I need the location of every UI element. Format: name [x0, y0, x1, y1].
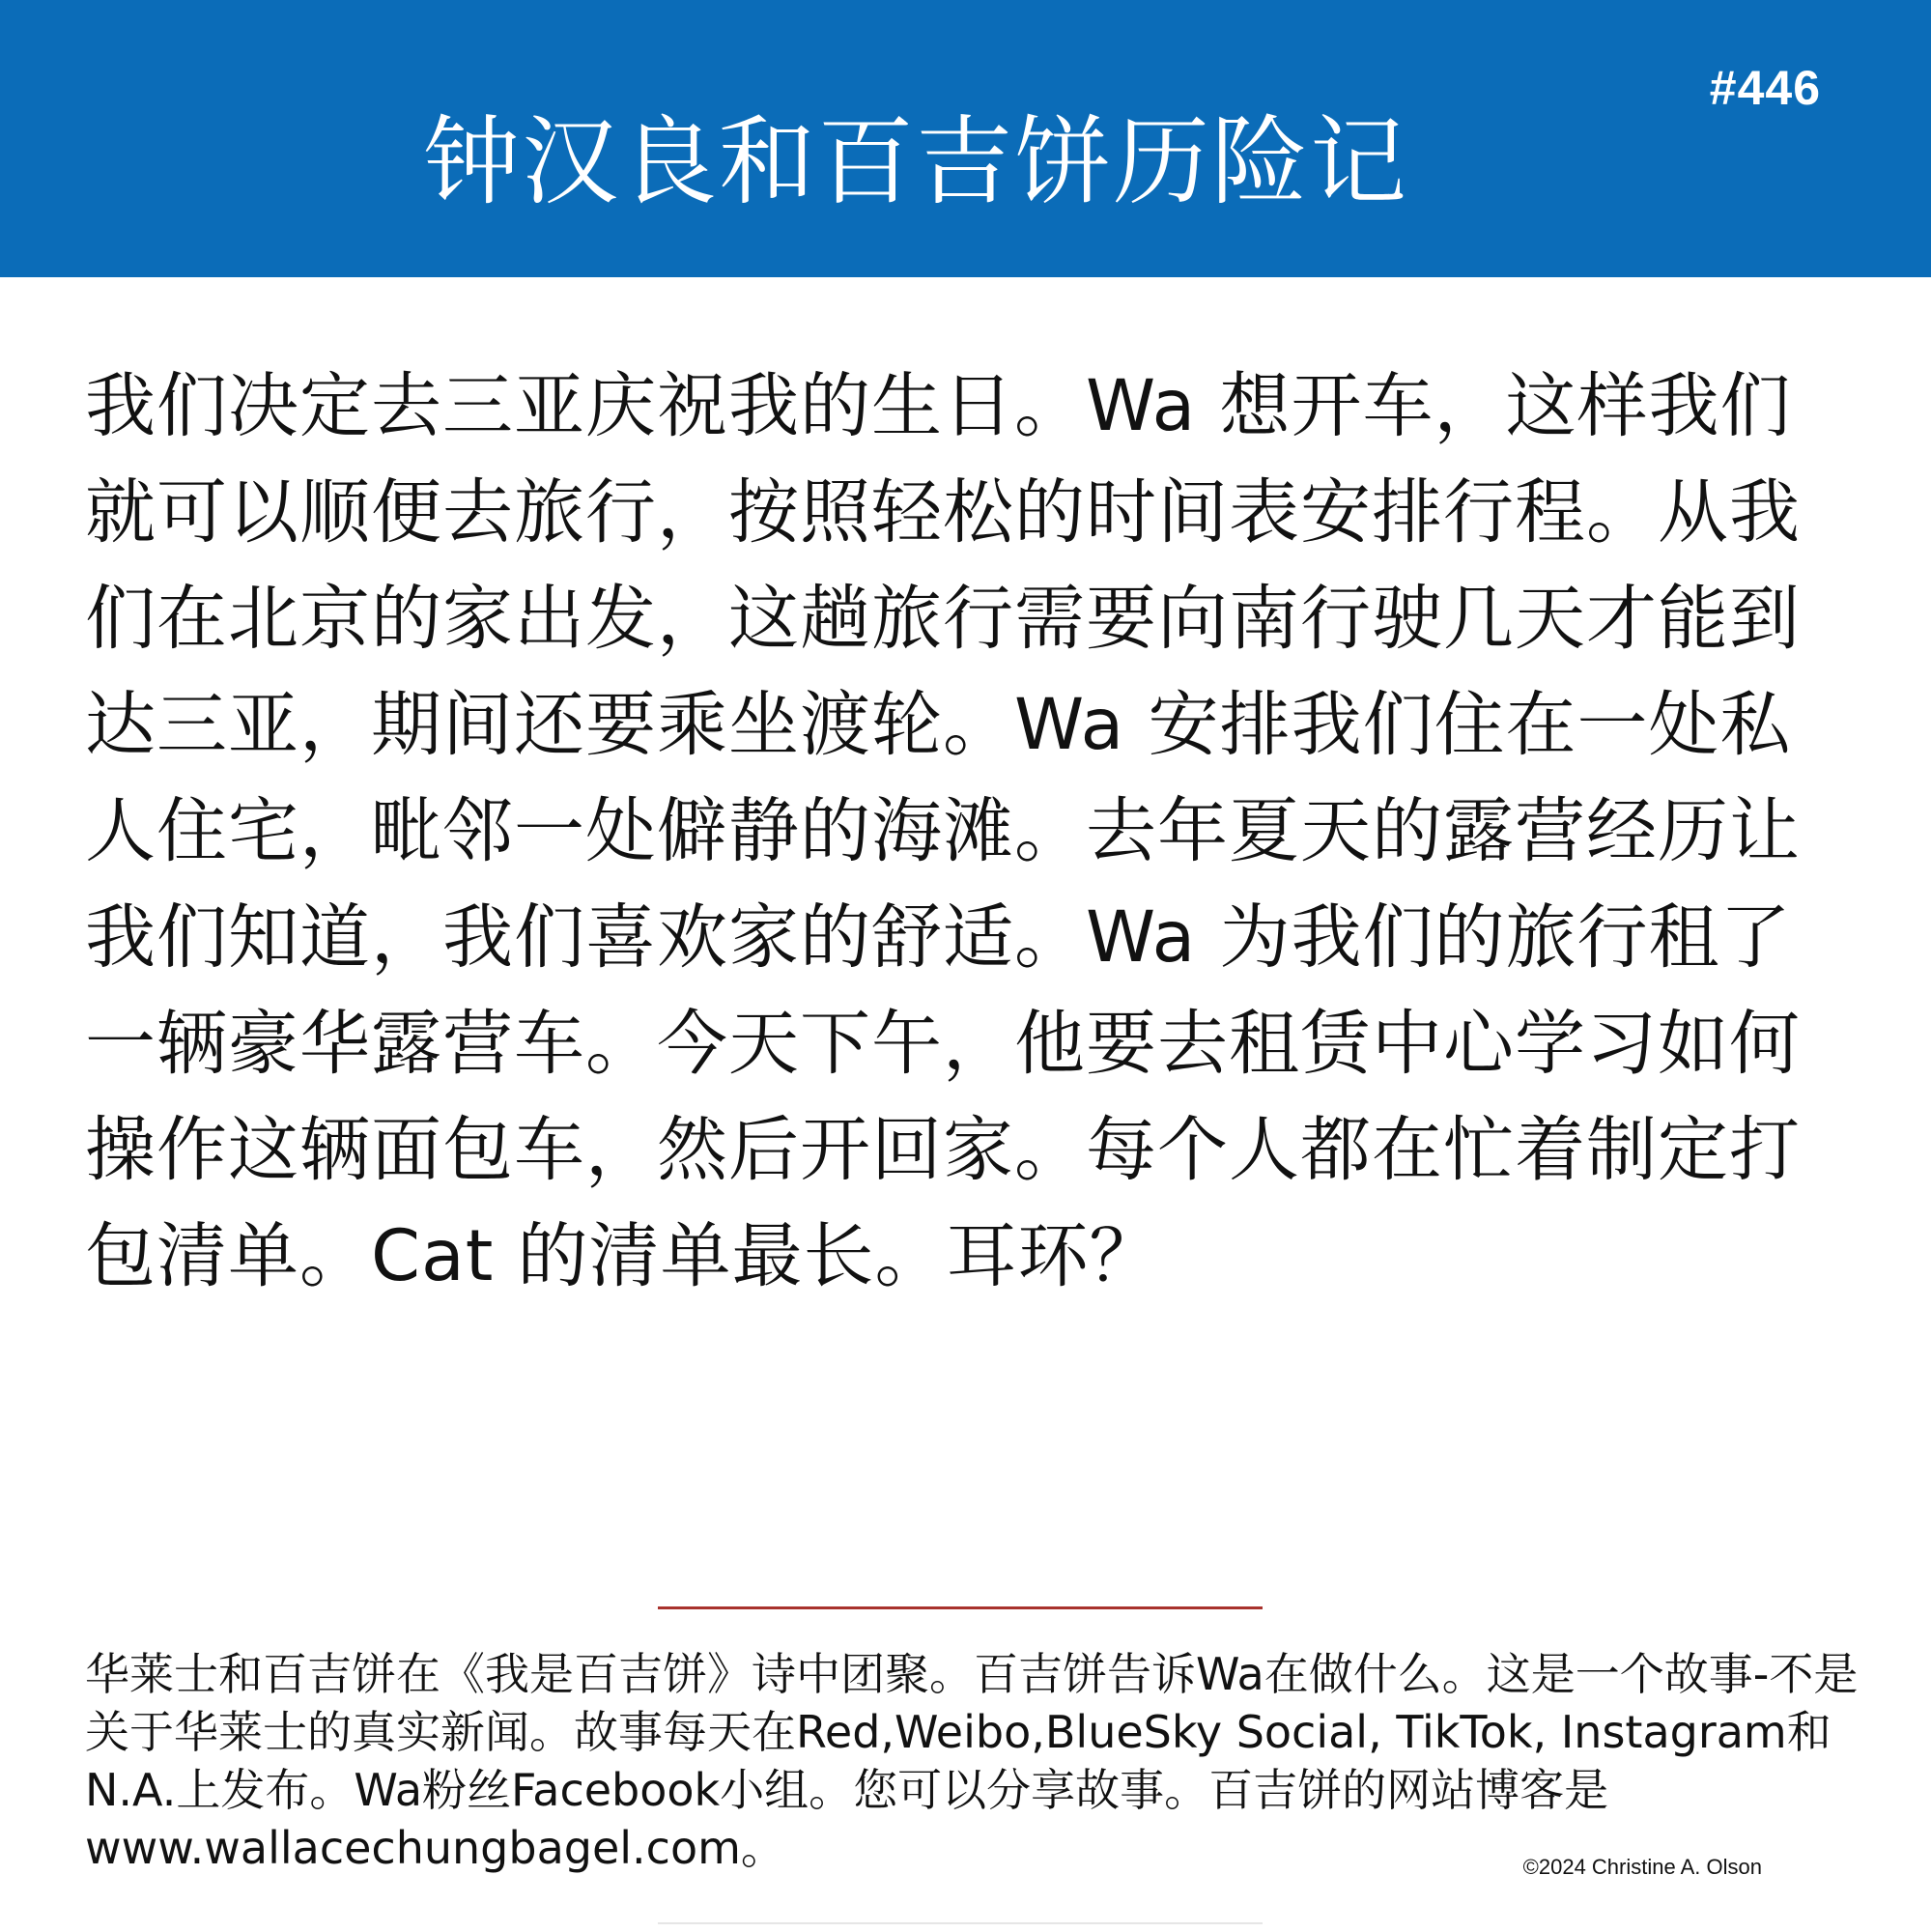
bottom-divider — [658, 1922, 1263, 1924]
page-title: 钟汉良和百吉饼历险记 — [423, 105, 1408, 218]
copyright-notice: ©2024 Christine A. Olson — [1522, 1855, 1762, 1879]
episode-number: #446 — [1709, 61, 1821, 115]
footer-note: 华莱士和百吉饼在《我是百吉饼》诗中团聚。百吉饼告诉Wa在做什么。这是一个故事-不是关于华莱士的真实新闻。故事每天在Red,Weibo,BlueSky Social, TikTok, Instagram和N.A.上发布。Wa粉丝Facebook小组。您可以分享故事。百吉饼的网站博客是www.wallacechungbagel.com。 — [85, 1648, 1859, 1874]
section-divider — [658, 1606, 1263, 1609]
story-paragraph: 我们决定去三亚庆祝我的生日。Wa 想开车，这样我们就可以顺便去旅行，按照轻松的时间表安排行程。从我们在北京的家出发，这趟旅行需要向南行驶几天才能到达三亚，期间还要乘坐渡轮。Wa 安排我们住在一处私人住宅，毗邻一处僻静的海滩。去年夏天的露营经历让我们知道，我们喜欢家的舒适。Wa 为我们的旅行租了一辆豪华露营车。今天下午，他要去租赁中心学习如何操作这辆面包车，然后开回家。每个人都在忙着制定打包清单。Cat 的清单最长。耳环？ — [85, 365, 1801, 1297]
header-banner — [0, 0, 1931, 277]
